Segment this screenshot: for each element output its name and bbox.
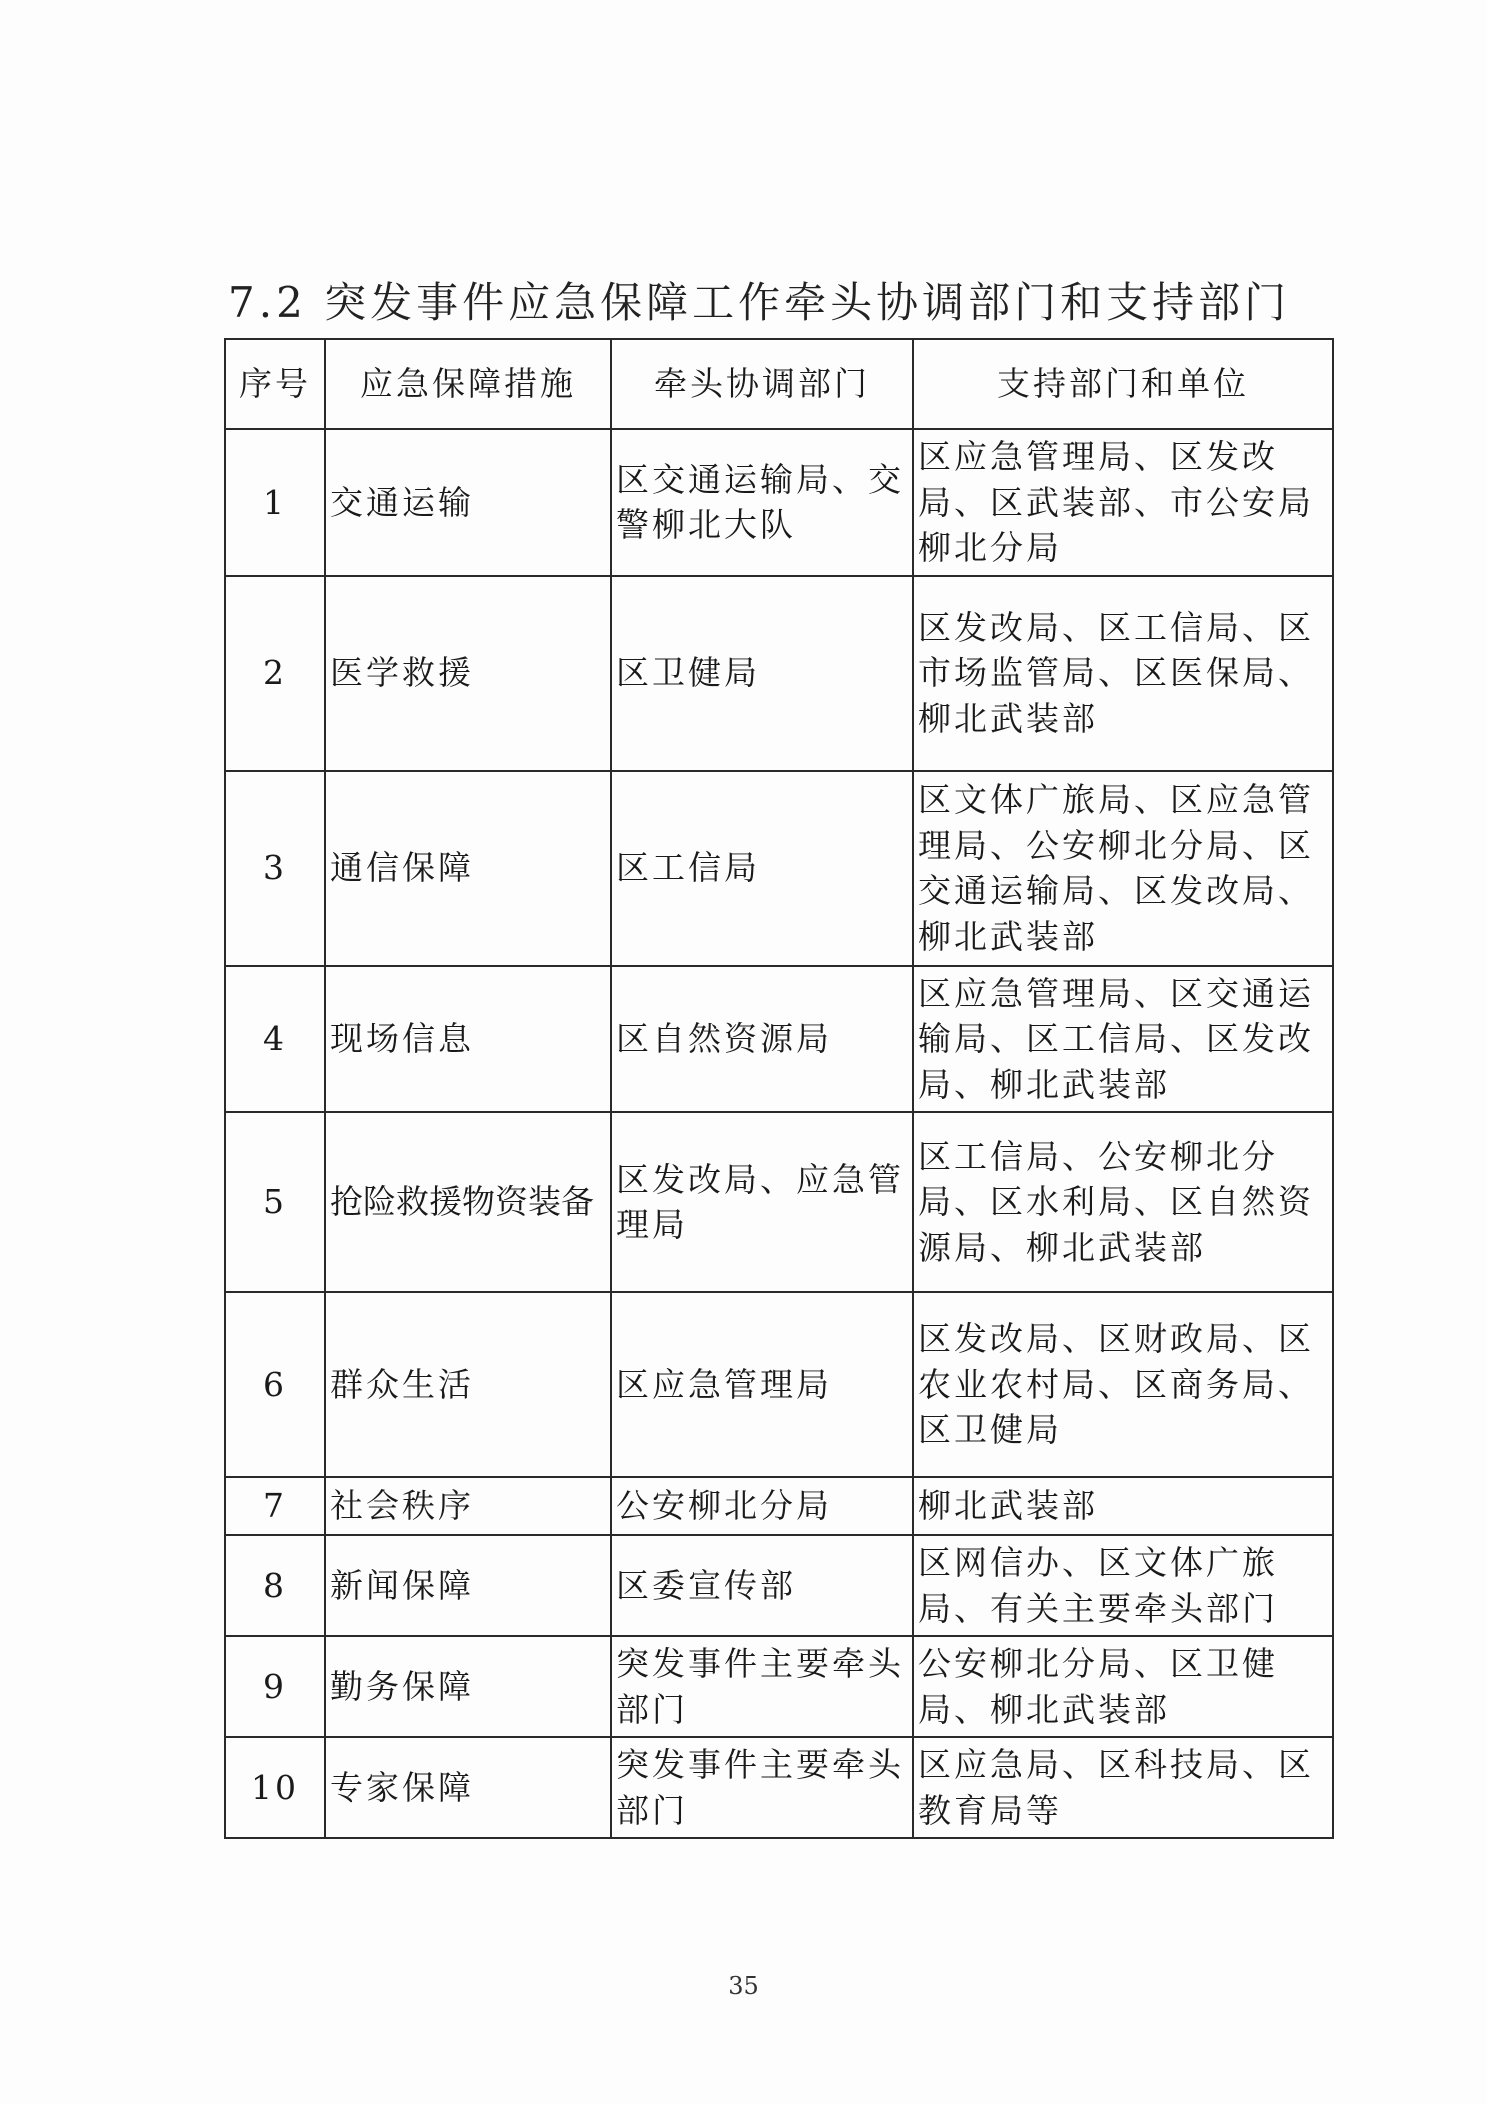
row-number: 5: [225, 1112, 325, 1292]
row-lead-department: 公安柳北分局: [611, 1477, 913, 1535]
row-lead-department: 突发事件主要牵头部门: [611, 1737, 913, 1838]
row-measure: 新闻保障: [325, 1535, 611, 1636]
row-support-departments: 区发改局、区财政局、区农业农村局、区商务局、区卫健局: [913, 1292, 1333, 1477]
row-support-departments: 区工信局、公安柳北分局、区水利局、区自然资源局、柳北武装部: [913, 1112, 1333, 1292]
row-lead-department: 区交通运输局、交警柳北大队: [611, 429, 913, 576]
header-lead-department: 牵头协调部门: [611, 339, 913, 429]
row-lead-department: 区工信局: [611, 771, 913, 966]
row-number: 6: [225, 1292, 325, 1477]
row-support-departments: 柳北武装部: [913, 1477, 1333, 1535]
row-support-departments: 区应急局、区科技局、区教育局等: [913, 1737, 1333, 1838]
table-row: [225, 1477, 1333, 1535]
table-header-row: [225, 339, 1333, 429]
header-serial-number: 序号: [225, 339, 325, 429]
table-row: [225, 966, 1333, 1113]
header-emergency-measure: 应急保障措施: [325, 339, 611, 429]
row-measure: 抢险救援物资装备: [325, 1112, 611, 1292]
row-measure: 社会秩序: [325, 1477, 611, 1535]
row-support-departments: 区应急管理局、区发改局、区武装部、市公安局柳北分局: [913, 429, 1333, 576]
section-title: 7.2 突发事件应急保障工作牵头协调部门和支持部门: [228, 278, 1291, 327]
row-lead-department: 区自然资源局: [611, 966, 913, 1113]
row-lead-department: 区发改局、应急管理局: [611, 1112, 913, 1292]
table-row: [225, 1737, 1333, 1838]
table-row: [225, 1112, 1333, 1292]
header-support-departments: 支持部门和单位: [913, 339, 1333, 429]
table-row: [225, 771, 1333, 966]
row-support-departments: 区应急管理局、区交通运输局、区工信局、区发改局、柳北武装部: [913, 966, 1333, 1113]
row-number: 1: [225, 429, 325, 576]
row-support-departments: 区文体广旅局、区应急管理局、公安柳北分局、区交通运输局、区发改局、柳北武装部: [913, 771, 1333, 966]
row-support-departments: 公安柳北分局、区卫健局、柳北武装部: [913, 1636, 1333, 1737]
page-number: 35: [728, 1972, 759, 2000]
row-number: 2: [225, 576, 325, 771]
row-support-departments: 区网信办、区文体广旅局、有关主要牵头部门: [913, 1535, 1333, 1636]
table-row: [225, 1292, 1333, 1477]
table-row: [225, 1535, 1333, 1636]
table-row: [225, 1636, 1333, 1737]
row-number: 3: [225, 771, 325, 966]
row-measure: 交通运输: [325, 429, 611, 576]
row-measure: 通信保障: [325, 771, 611, 966]
row-lead-department: 区委宣传部: [611, 1535, 913, 1636]
row-lead-department: 区应急管理局: [611, 1292, 913, 1477]
row-support-departments: 区发改局、区工信局、区市场监管局、区医保局、柳北武装部: [913, 576, 1333, 771]
row-number: 9: [225, 1636, 325, 1737]
emergency-support-table: [224, 338, 1334, 1839]
row-number: 10: [225, 1737, 325, 1838]
row-measure: 医学救援: [325, 576, 611, 771]
row-measure: 现场信息: [325, 966, 611, 1113]
table-row: [225, 429, 1333, 576]
row-lead-department: 突发事件主要牵头部门: [611, 1636, 913, 1737]
row-lead-department: 区卫健局: [611, 576, 913, 771]
row-number: 8: [225, 1535, 325, 1636]
row-measure: 勤务保障: [325, 1636, 611, 1737]
table-row: [225, 576, 1333, 771]
row-measure: 专家保障: [325, 1737, 611, 1838]
row-measure: 群众生活: [325, 1292, 611, 1477]
row-number: 7: [225, 1477, 325, 1535]
row-number: 4: [225, 966, 325, 1113]
